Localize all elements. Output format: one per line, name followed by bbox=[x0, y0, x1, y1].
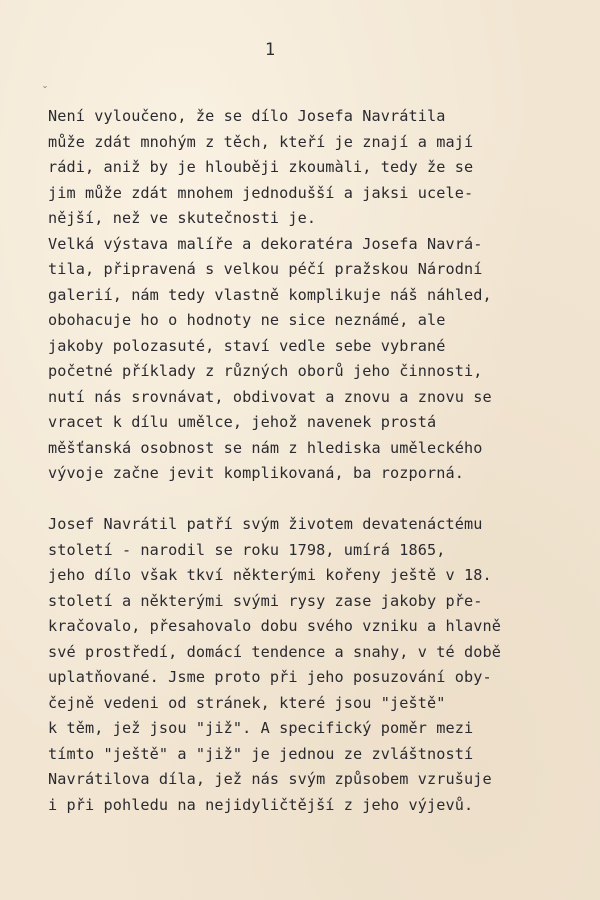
text-line: vývoje začne jevit komplikovaná, ba rozporná. bbox=[48, 464, 464, 482]
text-line: nutí nás srovnávat, obdivovat a znovu a znovu se bbox=[48, 387, 492, 406]
text-line: početné příklady z různých oborů jeho činnosti, bbox=[48, 362, 483, 380]
text-line: tila, připravená s velkou péčí pražskou Národní bbox=[48, 260, 483, 278]
paragraph bbox=[48, 512, 600, 818]
text-line: své prostředí, domácí tendence a snahy, v té době bbox=[48, 642, 501, 661]
text-line: uplatňované. Jsme proto při jeho posuzování oby- bbox=[48, 668, 492, 686]
paragraph bbox=[48, 232, 600, 487]
text-line: století a některými svými rysy zase jakoby pře- bbox=[48, 591, 483, 610]
text-line: vracet k dílu umělce, jehož navenek prostá bbox=[48, 413, 437, 431]
text-line: tímto "ještě" a "již" je jednou ze zvláštností bbox=[48, 744, 474, 763]
text-line: Josef Navrátil patří svým životem devatenáctému bbox=[48, 515, 483, 533]
document-body bbox=[48, 104, 600, 818]
paragraph-gap bbox=[48, 487, 600, 513]
text-line: i při pohledu na nejidyličtější z jeho výjevů. bbox=[48, 795, 474, 814]
text-line: nější, než ve skutečnosti je. bbox=[48, 209, 317, 227]
text-line: jeho dílo však tkví některými kořeny ještě v 18. bbox=[48, 566, 492, 584]
page-number: 1 bbox=[264, 40, 276, 60]
text-line: měšťanská osobnost se nám z hlediska uměleckého bbox=[48, 438, 483, 457]
text-line: století - narodil se roku 1798, umírá 1865, bbox=[48, 540, 446, 559]
text-line: čejně vedeni od stránek, které jsou "ještě" bbox=[48, 693, 446, 712]
text-line: může zdát mnohým z těch, kteří je znají a mají bbox=[48, 132, 474, 151]
text-line: kračovalo, přesahovalo dobu svého vzniku a hlavně bbox=[48, 617, 501, 635]
text-line: obohacuje ho o hodnoty ne sice neznámé, ale bbox=[48, 311, 446, 329]
text-line: rádi, aniž by je hlouběji zkoumàli, tedy že se bbox=[48, 158, 474, 176]
text-line: Není vyloučeno, že se dílo Josefa Navrátila bbox=[48, 107, 446, 125]
text-line: Velká výstava malíře a dekoratéra Josefa Navrá- bbox=[48, 234, 483, 253]
text-line: jim může zdát mnohem jednodušší a jaksi ucele- bbox=[48, 183, 474, 202]
text-line: Navrátilova díla, jež nás svým způsobem vzrušuje bbox=[48, 770, 492, 788]
margin-mark: ˘ bbox=[42, 86, 49, 97]
text-line: k těm, jež jsou "již". A specifický poměr mezi bbox=[48, 719, 474, 737]
paragraph bbox=[48, 104, 600, 232]
text-line: galerií, nám tedy vlastně komplikuje náš náhled, bbox=[48, 285, 492, 304]
text-line: jakoby polozasuté, staví vedle sebe vybrané bbox=[48, 336, 446, 355]
